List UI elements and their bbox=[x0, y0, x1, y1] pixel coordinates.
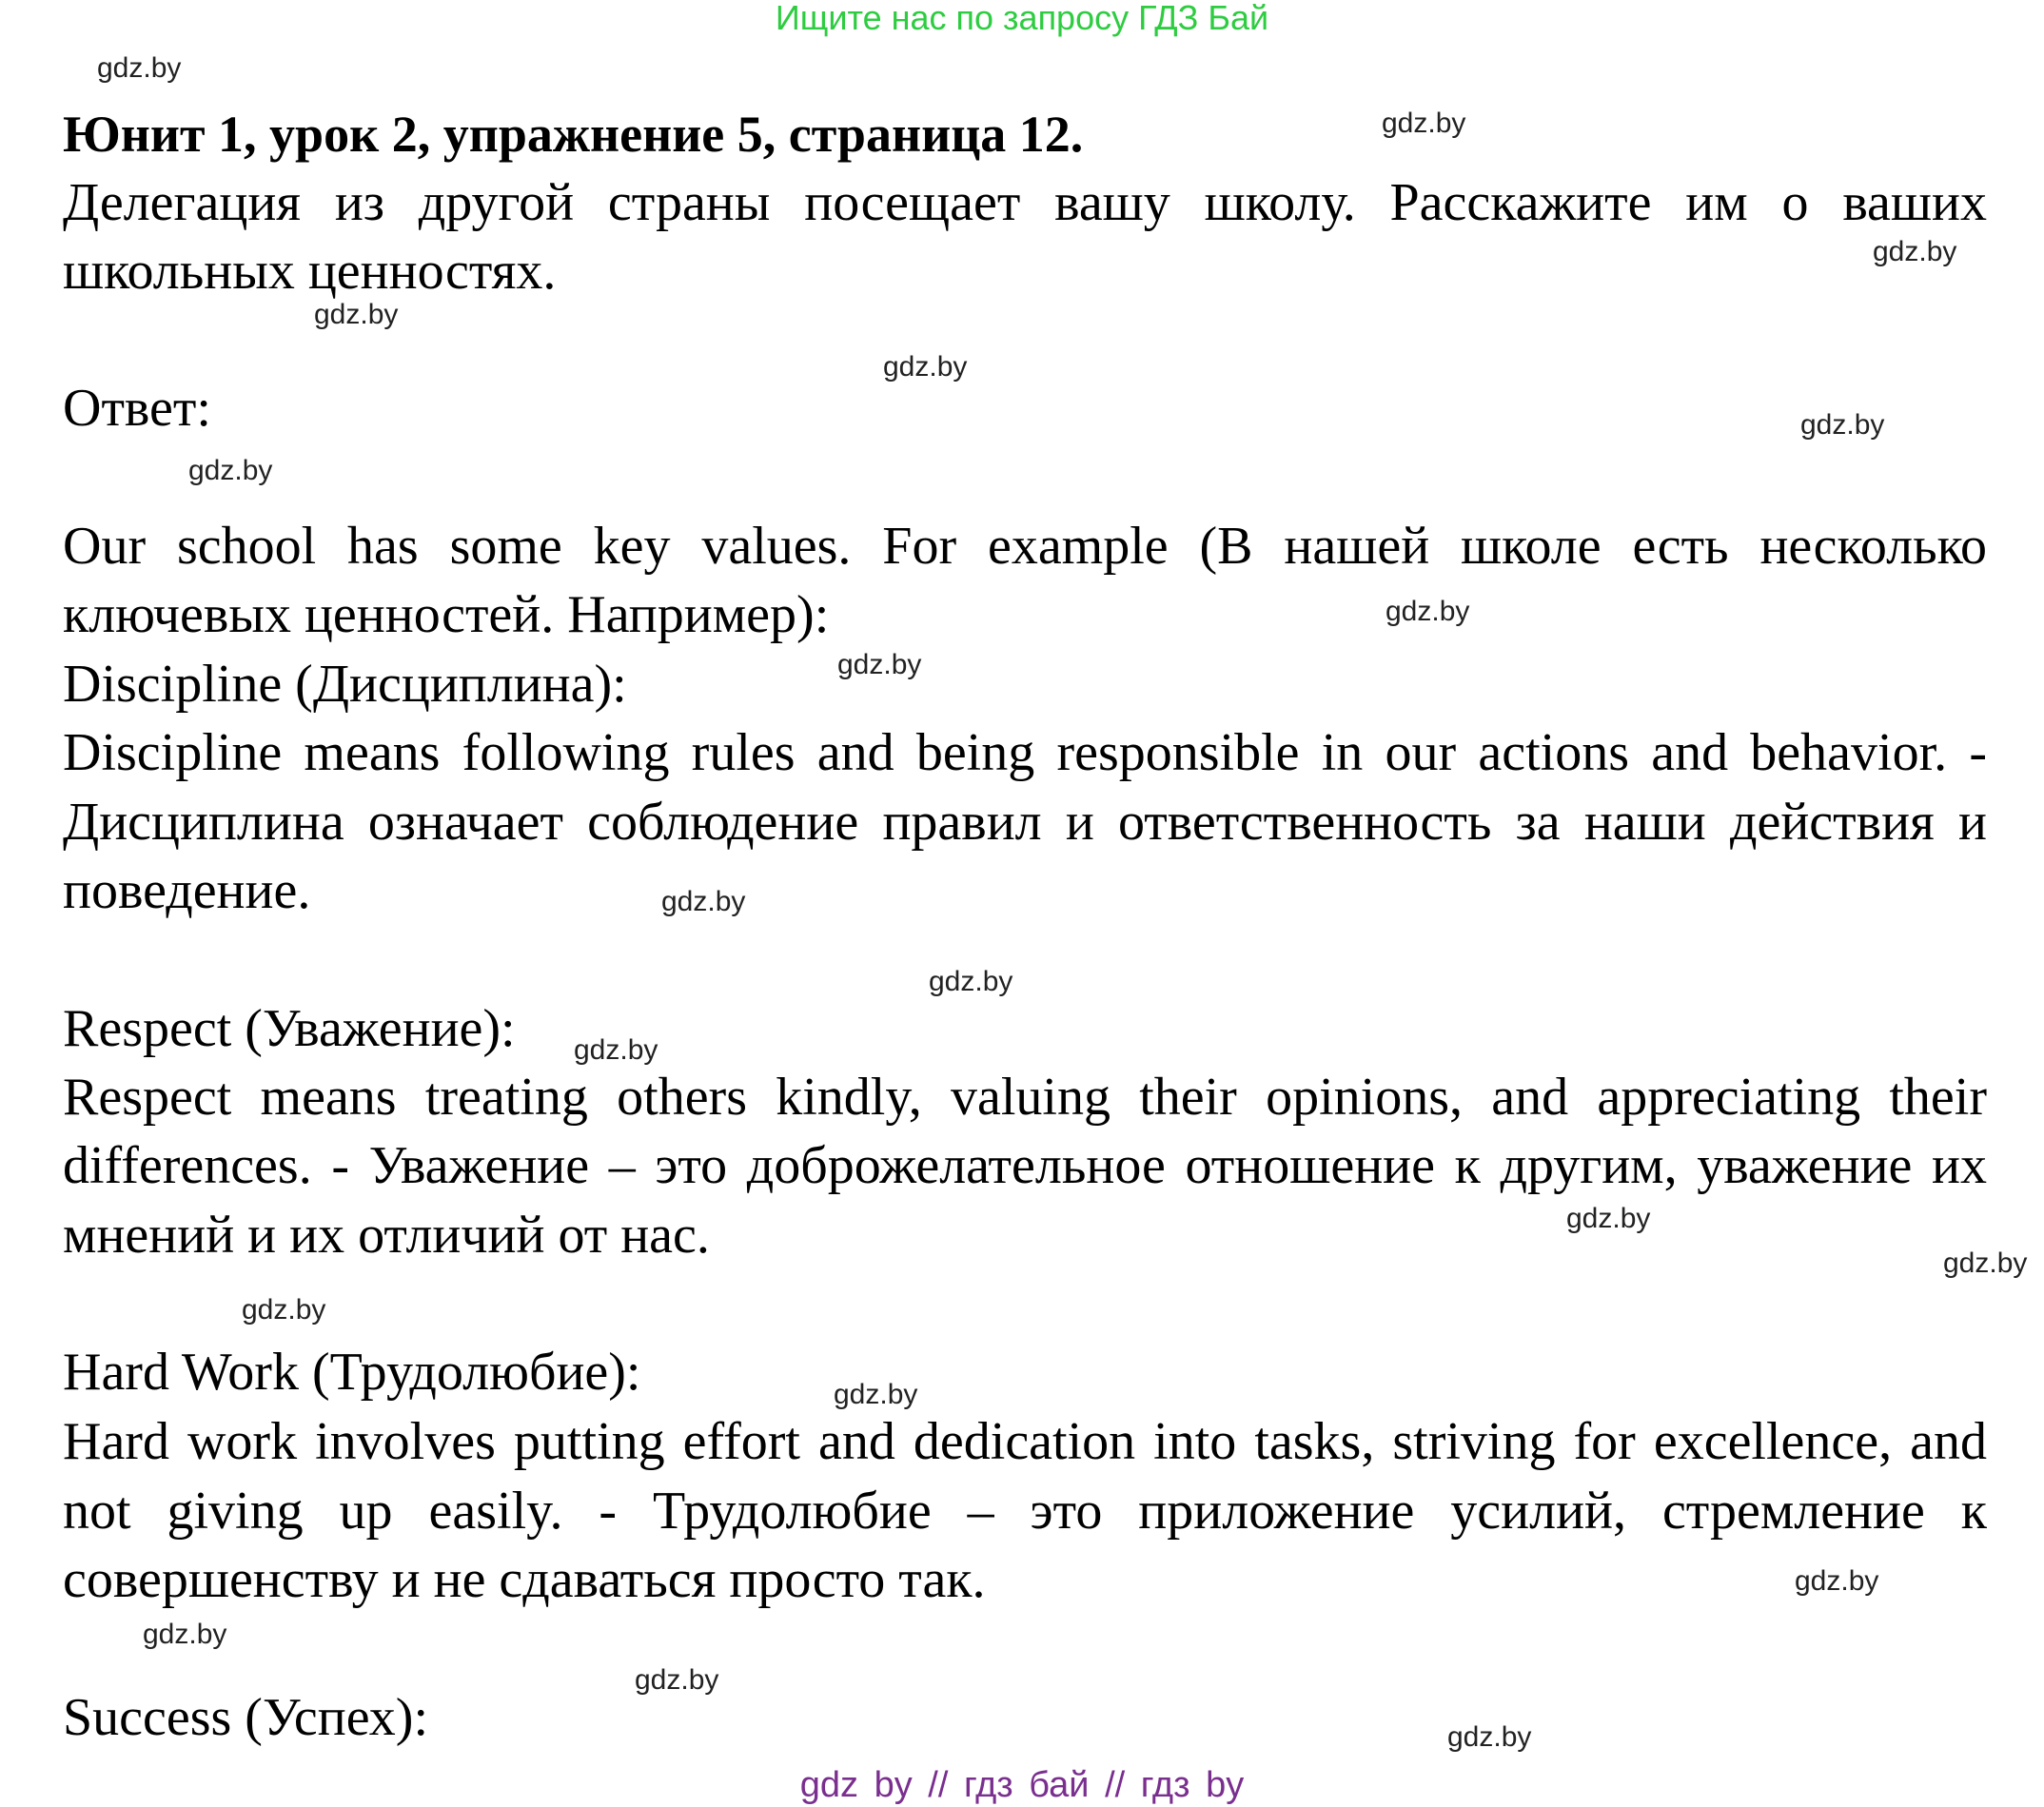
watermark: gdz.by bbox=[837, 649, 922, 680]
intro-line-1: Our school has some key values. For example (В нашей школе есть несколько bbox=[63, 517, 1987, 576]
watermark: gdz.by bbox=[1447, 1721, 1532, 1753]
watermark: gdz.by bbox=[661, 886, 746, 917]
page-title: Юнит 1, урок 2, упражнение 5, страница 12. bbox=[63, 106, 1084, 163]
answer-label: Ответ: bbox=[63, 379, 211, 438]
watermark: gdz.by bbox=[97, 52, 182, 84]
watermark: gdz.by bbox=[314, 299, 399, 330]
watermark: gdz.by bbox=[1795, 1565, 1879, 1597]
hard-work-line-3: совершенству и не сдаваться просто так. bbox=[63, 1550, 986, 1609]
respect-heading: Respect (Уважение): bbox=[63, 999, 516, 1058]
intro-line-2: ключевых ценностей. Например): bbox=[63, 585, 830, 644]
hard-work-line-1: Hard work involves putting effort and dedication into tasks, striving for excellence, and bbox=[63, 1412, 1987, 1471]
watermark: gdz.by bbox=[1382, 108, 1466, 139]
watermark: gdz.by bbox=[635, 1664, 719, 1696]
discipline-line-2: Дисциплина означает соблюдение правил и ответственность за наши действия и bbox=[63, 793, 1987, 852]
hard-work-heading: Hard Work (Трудолюбие): bbox=[63, 1343, 641, 1402]
discipline-heading: Discipline (Дисциплина): bbox=[63, 655, 627, 714]
top-banner[interactable]: Ищите нас по запросу ГДЗ Бай bbox=[775, 0, 1269, 37]
task-text-line-1: Делегация из другой страны посещает вашу школу. Расскажите им о ваших bbox=[63, 173, 1987, 232]
watermark: gdz.by bbox=[1873, 236, 1957, 267]
respect-line-1: Respect means treating others kindly, valuing their opinions, and appreciating their bbox=[63, 1068, 1987, 1127]
discipline-line-1: Discipline means following rules and being responsible in our actions and behavior. - bbox=[63, 723, 1987, 782]
success-heading: Success (Успех): bbox=[63, 1688, 429, 1747]
watermark: gdz.by bbox=[1566, 1203, 1651, 1234]
watermark: gdz.by bbox=[242, 1294, 326, 1326]
watermark: gdz.by bbox=[929, 966, 1013, 997]
bottom-banner[interactable]: gdz by // гдз бай // гдз by bbox=[799, 1765, 1245, 1805]
watermark: gdz.by bbox=[883, 351, 968, 383]
task-text-line-2: школьных ценностях. bbox=[63, 242, 557, 301]
discipline-line-3: поведение. bbox=[63, 861, 311, 920]
hard-work-line-2: not giving up easily. - Трудолюбие – это приложение усилий, стремление к bbox=[63, 1482, 1987, 1541]
watermark: gdz.by bbox=[1386, 596, 1470, 627]
respect-line-2: differences. - Уважение – это доброжелательное отношение к другим, уважение их bbox=[63, 1136, 1987, 1195]
watermark: gdz.by bbox=[834, 1379, 918, 1410]
watermark: gdz.by bbox=[188, 455, 273, 486]
watermark: gdz.by bbox=[1800, 409, 1885, 441]
watermark: gdz.by bbox=[1943, 1247, 2028, 1279]
watermark: gdz.by bbox=[574, 1034, 658, 1066]
watermark: gdz.by bbox=[143, 1619, 227, 1650]
respect-line-3: мнений и их отличий от нас. bbox=[63, 1206, 710, 1265]
